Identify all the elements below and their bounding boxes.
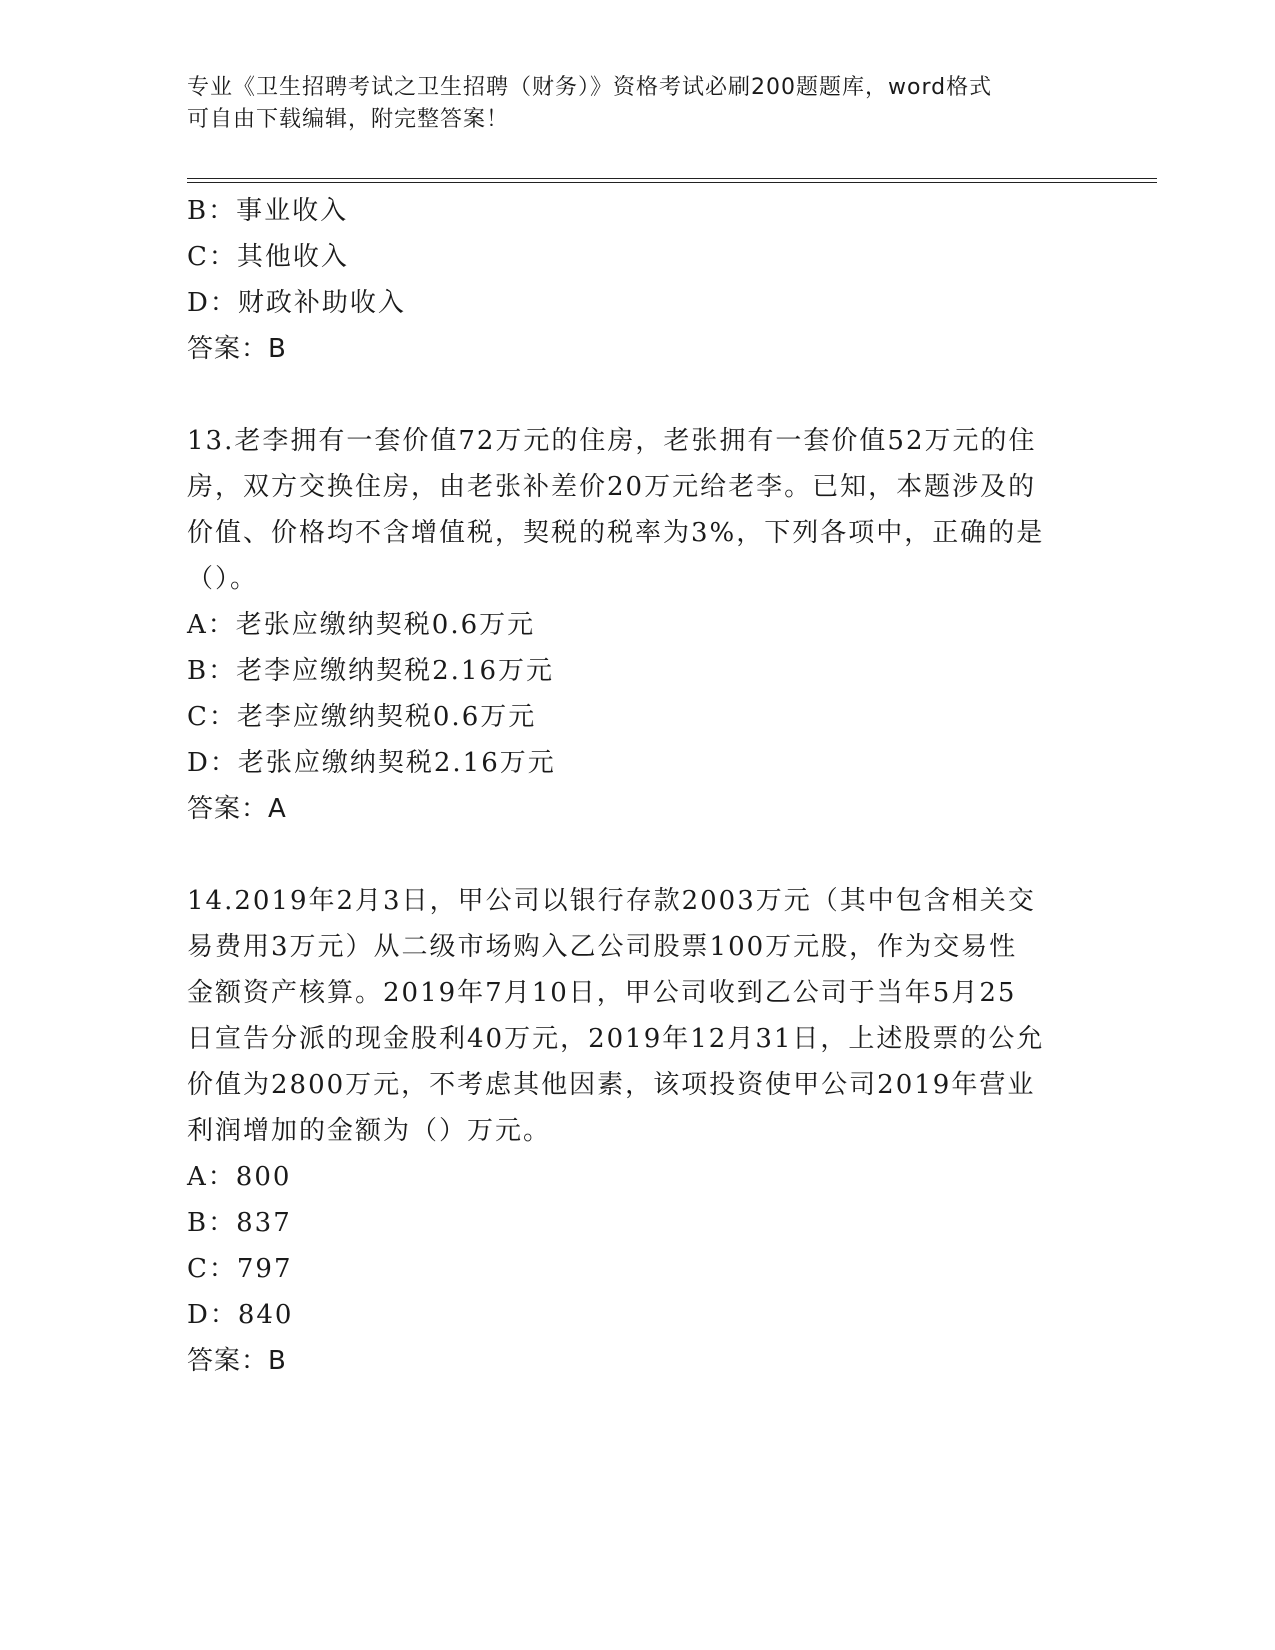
option-d: D：老张应缴纳契税2.16万元 <box>187 748 556 778</box>
option-c: C：其他收入 <box>187 242 349 272</box>
question-stem-line: 易费用3万元）从二级市场购入乙公司股票100万元股，作为交易性 <box>187 932 1018 962</box>
answer: 答案：B <box>187 1346 287 1376</box>
question-stem-line: 价值为2800万元，不考虑其他因素，该项投资使甲公司2019年营业 <box>187 1070 1036 1100</box>
option-d: D：财政补助收入 <box>187 288 406 318</box>
answer: 答案：B <box>187 334 287 364</box>
header-divider-bottom <box>187 182 1157 183</box>
document-body <box>187 188 1087 1384</box>
question-stem-line: （）。 <box>187 564 259 594</box>
option-b: B：老李应缴纳契税2.16万元 <box>187 656 554 686</box>
answer: 答案：A <box>187 794 287 824</box>
option-a: A：老张应缴纳契税0.6万元 <box>187 610 536 640</box>
question-stem-line: 14.2019年2月3日，甲公司以银行存款2003万元（其中包含相关交 <box>187 886 1036 916</box>
question-stem-line: 房，双方交换住房，由老张补差价20万元给老李。已知，本题涉及的 <box>187 472 1037 502</box>
question-stem-line: 金额资产核算。2019年7月10日，甲公司收到乙公司于当年5月25 <box>187 978 1017 1008</box>
option-d: D：840 <box>187 1300 294 1330</box>
header-line-1: 专业《卫生招聘考试之卫生招聘（财务）》资格考试必刷200题题库，word格式 <box>187 75 993 100</box>
question-14 <box>187 878 1087 1384</box>
option-b: B：837 <box>187 1208 292 1238</box>
option-c: C：老李应缴纳契税0.6万元 <box>187 702 537 732</box>
header-divider-top <box>187 178 1157 179</box>
question-stem-line: 日宣告分派的现金股利40万元，2019年12月31日，上述股票的公允 <box>187 1024 1045 1054</box>
option-a: A：800 <box>187 1162 292 1192</box>
question-stem-line: 利润增加的金额为（）万元。 <box>187 1116 552 1146</box>
header-line-2: 可自由下载编辑，附完整答案！ <box>187 107 510 132</box>
question-12 <box>187 188 1087 372</box>
question-stem-line: 价值、价格均不含增值税，契税的税率为3%，下列各项中，正确的是 <box>187 518 1045 548</box>
option-b: B：事业收入 <box>187 196 349 226</box>
option-c: C：797 <box>187 1254 293 1284</box>
document-header <box>187 72 1087 136</box>
question-stem-line: 13.老李拥有一套价值72万元的住房，老张拥有一套价值52万元的住 <box>187 426 1037 456</box>
question-13 <box>187 418 1087 832</box>
